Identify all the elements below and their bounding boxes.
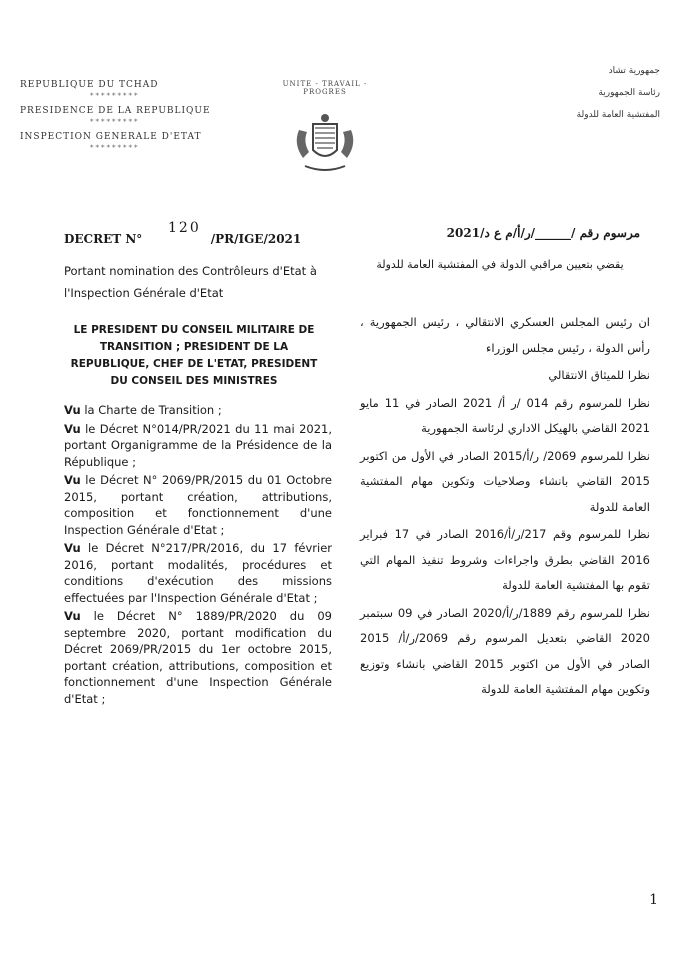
fr-considerants	[64, 402, 332, 709]
ar-considerant: نظرا للمرسوم رقم 1889/ر/أ/2020 الصادر في 09 سبتمبر 2020 القاضي بتعديل المرسوم رقم 2069/ر/أ/ 2015 الصادر في الأول من اكتوبر 2015 القاضي بانشاء وتوزيع وتكوين مهام المفتشية العامة للدولة	[360, 605, 650, 696]
header-center	[270, 80, 380, 186]
fr-considerant: Vu la Charte de Transition ;	[64, 403, 222, 417]
president-title: LE PRESIDENT DU CONSEIL MILITAIRE DE TRANSITION ; PRESIDENT DE LA REPUBLIQUE, CHEF DE L'ETAT, PRESIDENT DU CONSEIL DES MINISTRES	[70, 324, 318, 387]
header-ar-inspection: المفتشية العامة للدولة	[576, 110, 660, 120]
header-dots: *********	[90, 118, 140, 126]
decree-number-ar: مرسوم رقم /______/ر/أ/م ع د/2021	[446, 226, 640, 240]
header-republic: REPUBLIQUE DU TCHAD	[20, 80, 159, 90]
decree-subject-fr: Portant nomination des Contrôleurs d'Etat à l'Inspection Générale d'Etat	[64, 264, 317, 300]
ar-considerant: نظرا للمرسوم 2069/ ر/أ/2015 الصادر في الأول من اكتوبر 2015 القاضي بانشاء وصلاحيات وتكوين مهام المفتشية العامة للدولة	[360, 448, 650, 514]
header-ar-presidency: رئاسة الجمهورية	[598, 88, 660, 98]
ar-considerant: نظرا للميثاق الانتقالي	[548, 368, 650, 382]
ar-considerant: نظرا للمرسوم وقم 217/ر/أ/2016 الصادر في 17 فبراير 2016 القاضي بطرق واجراءات وشروط تنفيذ المهام التي تقوم بها المفتشية العامة للدولة	[360, 527, 650, 592]
decree-number-fr	[64, 220, 302, 246]
decree-subject-ar: يقضي بتعيين مراقبي الدولة في المفتشية العامة للدولة	[376, 258, 624, 271]
header-ar-republic: جمهورية تشاد	[608, 66, 660, 76]
page-number: 1	[649, 892, 658, 908]
header-dots: *********	[90, 92, 140, 100]
ar-considerant: نظرا للمرسوم رقم 014 /ر أ/ 2021 الصادر في 11 مايو 2021 القاضي بالهيكل الاداري لرئاسة الجمهورية	[360, 395, 650, 435]
decree-label: DECRET N°	[64, 232, 143, 246]
ar-considerant: ان رئيس المجلس العسكري الانتقالي ، رئيس الجمهورية ، رأس الدولة ، رئيس مجلس الوزراء	[360, 315, 650, 355]
header-dots: *********	[90, 144, 140, 152]
fr-considerant: Vu le Décret N° 1889/PR/2020 du 09 septembre 2020, portant modification du Décret 2069/PR/2015 du 1er octobre 2015, portant création, attributions, composition et fonctionnement d'une Inspection Générale d'Etat ;	[64, 609, 332, 706]
decree-handwritten-number: 120	[168, 220, 201, 236]
national-motto: UNITE - TRAVAIL - PROGRES	[282, 80, 368, 96]
header-right-arabic	[500, 66, 660, 132]
header-left	[20, 80, 250, 158]
coat-of-arms-icon	[285, 104, 365, 184]
fr-considerant: Vu le Décret N° 2069/PR/2015 du 01 Octobre 2015, portant création, attributions, composition et fonctionnement d'une Inspection Générale d'Etat ;	[64, 473, 332, 537]
ar-considerants	[360, 310, 650, 705]
fr-considerant: Vu le Décret N°014/PR/2021 du 11 mai 2021, portant Organigramme de la Présidence de la République ;	[64, 421, 332, 469]
header-inspection: INSPECTION GENERALE D'ETAT	[20, 132, 202, 142]
decree-suffix: /PR/IGE/2021	[210, 232, 302, 246]
fr-considerant: Vu le Décret N°217/PR/2016, du 17 février 2016, portant modalités, procédures et conditions d'exécution des missions effectuées par l'Inspection Générale d'Etat ;	[64, 541, 332, 605]
header-presidency: PRESIDENCE DE LA REPUBLIQUE	[20, 106, 211, 116]
